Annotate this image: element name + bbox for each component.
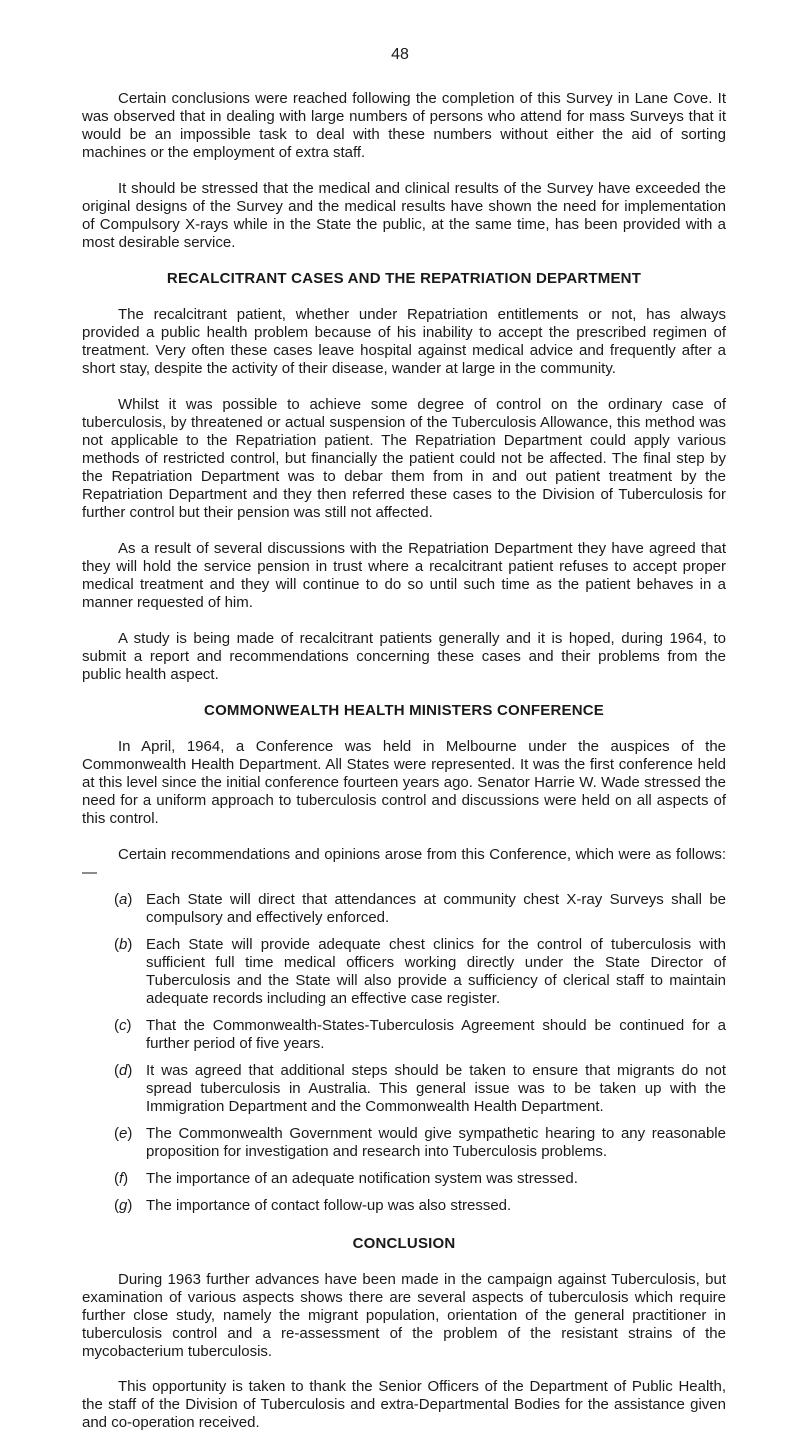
conference-paragraph-2: Certain recommendations and opinions arose from this Conference, which were as follows:—	[82, 846, 726, 881]
intro-paragraph-1: Certain conclusions were reached following the completion of this Survey in Lane Cove. It was observed that in dealing with large numbers of persons who attend for mass Surveys that it would be an impossible task to deal with these numbers without either the aid of sorting machines or the employment of extra staff.	[82, 90, 726, 161]
list-item-letter: (f)	[114, 1170, 129, 1187]
list-item	[82, 891, 726, 927]
section-heading-conference: COMMONWEALTH HEALTH MINISTERS CONFERENCE	[204, 702, 604, 719]
intro-paragraph-2: It should be stressed that the medical and clinical results of the Survey have exceeded the original designs of the Survey and the medical results have shown the need for implementation of Compulsory X-rays while in the State the public, at the same time, has been provided with a most desirable service.	[82, 180, 726, 251]
list-item-letter: (b)	[114, 936, 133, 953]
page-number: 48	[391, 46, 409, 63]
section-heading-conclusion: CONCLUSION	[352, 1235, 456, 1252]
list-item-letter: (a)	[114, 891, 133, 908]
recalcitrant-paragraph-2: Whilst it was possible to achieve some degree of control on the ordinary case of tuberculosis, by threatened or actual suspension of the Tuberculosis Allowance, this method was not applicable to the Repatriation patient. The Repatriation Department could apply various methods of restricted control, but financially the patient could not be affected. The final step by the Repatriation Department was to debar them from in and out patient treatment by the Repatriation Department and they then referred these cases to the Division of Tuberculosis for further control but their pension was still not affected.	[82, 396, 726, 521]
conclusion-section	[82, 1235, 726, 1432]
list-item	[82, 1062, 726, 1116]
list-item-letter: (d)	[114, 1062, 133, 1079]
list-item-text: The Commonwealth Government would give sympathetic hearing to any reasonable proposition for investigation and research into Tuberculosis problems.	[146, 1125, 726, 1160]
list-item-text: That the Commonwealth-States-Tuberculosis Agreement should be continued for a further period of five years.	[146, 1017, 726, 1052]
list-item-letter: (g)	[114, 1197, 133, 1214]
list-item-letter: (e)	[114, 1125, 133, 1142]
document-body	[82, 90, 726, 1449]
recommendation-list	[82, 891, 726, 1215]
recalcitrant-paragraph-4: A study is being made of recalcitrant patients generally and it is hoped, during 1964, to submit a report and recommendations concerning these cases and their problems from the public health aspect.	[82, 630, 726, 683]
list-item-text: Each State will direct that attendances at community chest X-ray Surveys shall be compulsory and effectively enforced.	[146, 891, 726, 926]
conclusion-paragraph-2: This opportunity is taken to thank the Senior Officers of the Department of Public Health, the staff of the Division of Tuberculosis and extra-Departmental Bodies for the assistance given and co-operation received.	[82, 1378, 726, 1431]
recalcitrant-paragraph-3: As a result of several discussions with the Repatriation Department they have agreed that they will hold the service pension in trust where a recalcitrant patient refuses to accept proper medical treatment and they will continue to do so until such time as the patient behaves in a manner requested of him.	[82, 540, 726, 611]
list-item	[82, 936, 726, 1008]
list-item	[82, 1125, 726, 1161]
list-item-text: Each State will provide adequate chest clinics for the control of tuberculosis with sufficient full time medical officers working directly under the State Director of Tuberculosis and the State will also provide a sufficiency of clerical staff to maintain adequate records including an effective case register.	[146, 936, 726, 1007]
section-heading-recalcitrant: RECALCITRANT CASES AND THE REPATRIATION DEPARTMENT	[166, 270, 642, 287]
conference-paragraph-1: In April, 1964, a Conference was held in Melbourne under the auspices of the Commonwealth Health Department. All States were represented. It was the first conference held at this level since the initial conference fourteen years ago. Senator Harrie W. Wade stressed the need for a uniform approach to tuberculosis control and discussions were held on all aspects of this control.	[82, 738, 726, 827]
list-item-text: It was agreed that additional steps should be taken to ensure that migrants do not spread tuberculosis in Australia. This general issue was to be taken up with the Immigration Department and the Commonwealth Health Department.	[146, 1062, 726, 1115]
list-item-text: The importance of an adequate notification system was stressed.	[146, 1170, 578, 1187]
recalcitrant-paragraph-1: The recalcitrant patient, whether under Repatriation entitlements or not, has always provided a public health problem because of his inability to accept the prescribed regimen of treatment. Very often these cases leave hospital against medical advice and frequently after a short stay, despite the activity of their disease, wander at large in the community.	[82, 306, 726, 377]
list-item	[82, 1197, 726, 1215]
list-item	[82, 1170, 726, 1188]
list-item-text: The importance of contact follow-up was also stressed.	[146, 1197, 512, 1214]
conclusion-paragraph-1: During 1963 further advances have been made in the campaign against Tuberculosis, but examination of various aspects shows there are several aspects of tuberculosis which require further close study, namely the migrant population, orientation of the general practitioner in tuberculosis control and a re-assessment of the problem of the resistant strains of the mycobacterium tuberculosis.	[82, 1271, 726, 1360]
list-item-letter: (c)	[114, 1017, 132, 1034]
list-item	[82, 1017, 726, 1053]
